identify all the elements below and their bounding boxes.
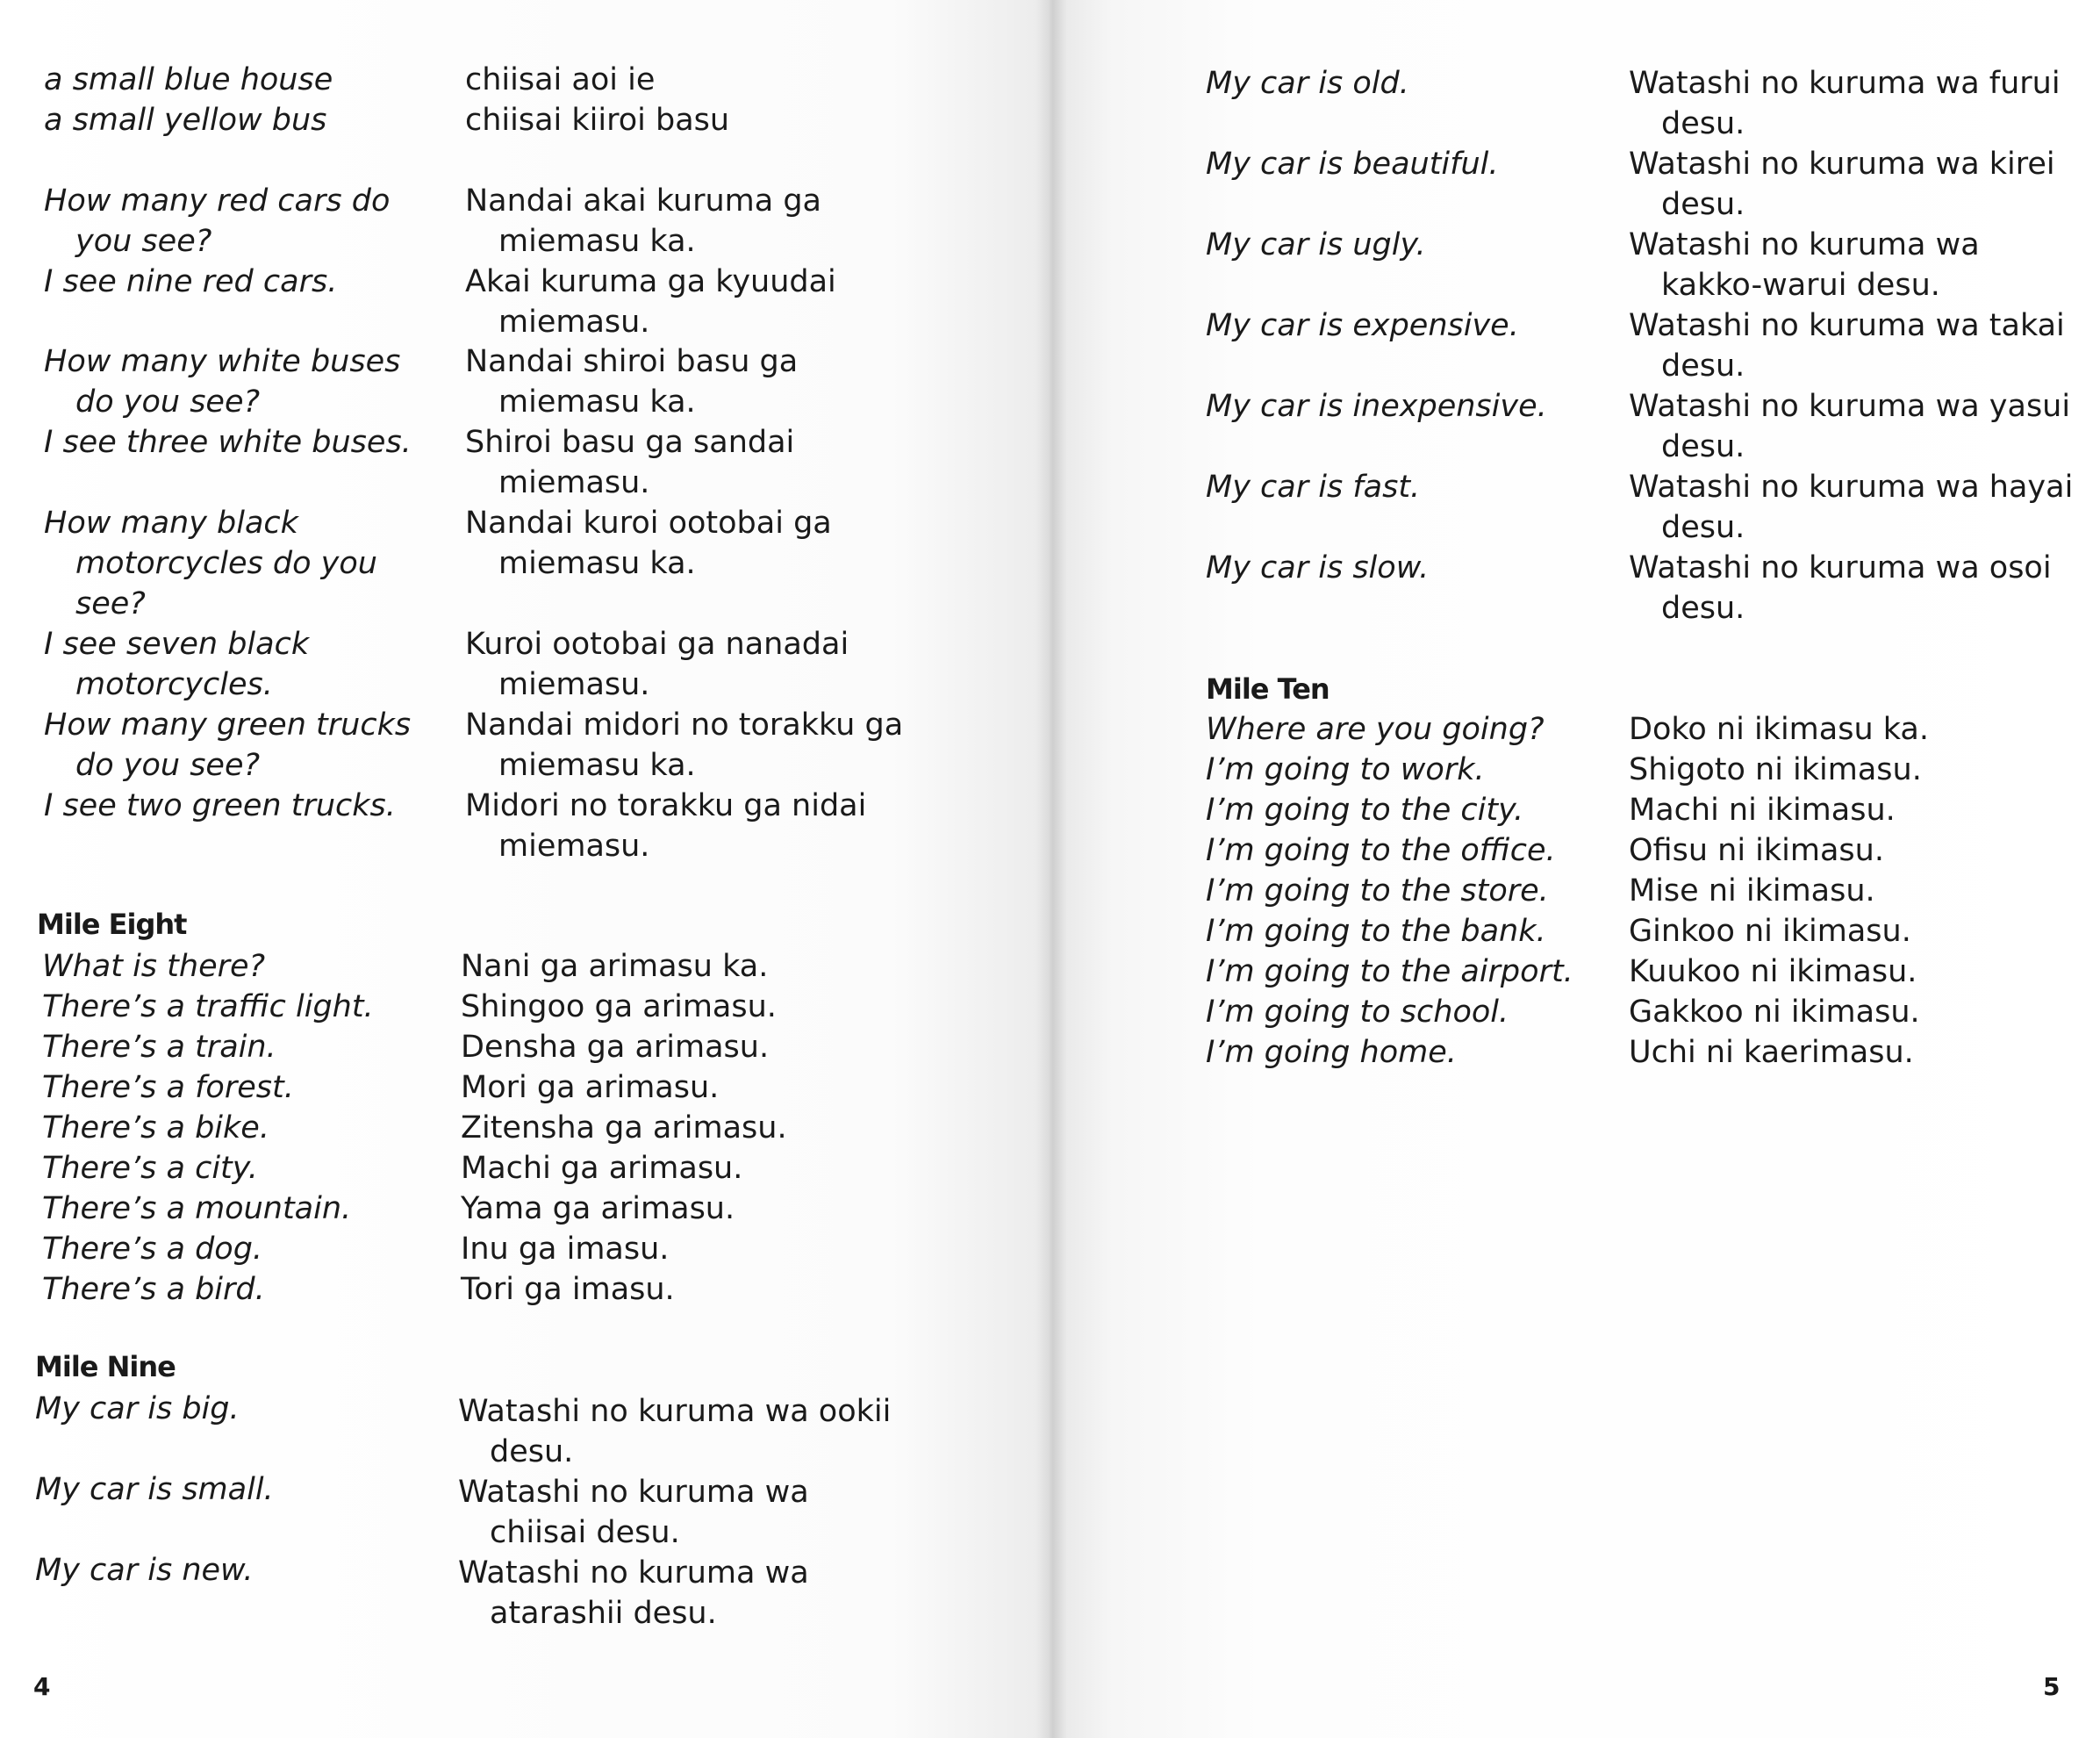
qa-ja-line: miemasu. xyxy=(498,667,650,702)
qa-ja-line: miemasu ka. xyxy=(498,748,696,783)
mile-ten-en: I’m going to school. xyxy=(1206,995,1509,1030)
adjective-ja: Watashi no kuruma wa takai xyxy=(1629,308,2065,343)
adjective-ja: desu. xyxy=(1661,591,1745,626)
mile-eight-en: What is there? xyxy=(42,949,266,984)
qa-en-line: I see seven black xyxy=(44,627,310,662)
section-heading-mile-eight: Mile Eight xyxy=(37,908,187,941)
mile-nine-ja: Watashi no kuruma wa ookii xyxy=(458,1394,892,1429)
qa-en-line: you see? xyxy=(75,224,212,259)
qa-ja-line: Akai kuruma ga kyuudai xyxy=(465,264,836,299)
adjective-ja: Watashi no kuruma wa hayai xyxy=(1629,470,2074,505)
adjective-ja: Watashi no kuruma wa furui xyxy=(1629,66,2061,101)
adjective-ja: desu. xyxy=(1661,348,1745,384)
qa-en-line: How many green trucks xyxy=(44,707,412,743)
adjective-ja: kakko-warui desu. xyxy=(1661,268,1940,303)
page-number-right: 5 xyxy=(2043,1672,2061,1701)
mile-eight-en: There’s a mountain. xyxy=(42,1191,352,1226)
qa-ja-line: Midori no torakku ga nidai xyxy=(465,788,867,823)
qa-en-line: do you see? xyxy=(75,384,261,420)
qa-en-line: How many red cars do xyxy=(44,183,391,219)
adjective-ja: Watashi no kuruma wa yasui xyxy=(1629,389,2071,424)
mile-ten-ja: Uchi ni kaerimasu. xyxy=(1629,1035,1914,1070)
mile-ten-en: I’m going to the city. xyxy=(1206,793,1524,828)
mile-eight-ja: Densha ga arimasu. xyxy=(461,1030,770,1065)
right-page xyxy=(1050,0,2100,1738)
mile-ten-en: I’m going home. xyxy=(1206,1035,1457,1070)
qa-ja-line: Nandai akai kuruma ga xyxy=(465,183,822,219)
mile-ten-ja: Ginkoo ni ikimasu. xyxy=(1629,914,1911,949)
adjective-en: My car is old. xyxy=(1206,66,1409,101)
mile-eight-ja: Zitensha ga arimasu. xyxy=(461,1110,787,1146)
qa-en-line: How many black xyxy=(44,506,298,541)
section-heading-mile-nine: Mile Nine xyxy=(35,1350,176,1383)
mile-nine-en: My car is big. xyxy=(35,1391,240,1426)
mile-nine-en: My car is new. xyxy=(35,1553,254,1588)
mile-eight-ja: Yama ga arimasu. xyxy=(461,1191,735,1226)
mile-eight-ja: Inu ga imasu. xyxy=(461,1232,670,1267)
qa-en-line: I see three white buses. xyxy=(44,425,412,460)
mile-ten-ja: Mise ni ikimasu. xyxy=(1629,873,1875,908)
mile-eight-ja: Machi ga arimasu. xyxy=(461,1151,743,1186)
qa-ja-line: Nandai midori no torakku ga xyxy=(465,707,904,743)
section-heading-mile-ten: Mile Ten xyxy=(1206,672,1330,706)
qa-en-line: motorcycles. xyxy=(75,667,273,702)
mile-ten-en: I’m going to the office. xyxy=(1206,833,1556,868)
intro-en-line: a small yellow bus xyxy=(44,103,327,138)
mile-nine-ja: desu. xyxy=(490,1434,574,1469)
mile-eight-ja: Shingoo ga arimasu. xyxy=(461,989,777,1024)
mile-ten-ja: Ofisu ni ikimasu. xyxy=(1629,833,1884,868)
intro-ja-line: chiisai kiiroi basu xyxy=(465,103,730,138)
mile-ten-ja: Shigoto ni ikimasu. xyxy=(1629,752,1922,787)
mile-ten-ja: Doko ni ikimasu ka. xyxy=(1629,712,1929,747)
mile-eight-en: There’s a bike. xyxy=(42,1110,269,1146)
mile-eight-en: There’s a forest. xyxy=(42,1070,294,1105)
mile-nine-ja: Watashi no kuruma wa xyxy=(458,1555,809,1591)
mile-nine-ja: chiisai desu. xyxy=(490,1515,680,1550)
mile-nine-ja: atarashii desu. xyxy=(490,1596,717,1631)
mile-eight-en: There’s a city. xyxy=(42,1151,258,1186)
mile-eight-en: There’s a bird. xyxy=(42,1272,265,1307)
qa-ja-line: miemasu ka. xyxy=(498,546,696,581)
adjective-en: My car is beautiful. xyxy=(1206,147,1499,182)
qa-ja-line: Shiroi basu ga sandai xyxy=(465,425,795,460)
mile-ten-en: I’m going to the airport. xyxy=(1206,954,1573,989)
qa-ja-line: miemasu. xyxy=(498,829,650,864)
qa-ja-line: miemasu ka. xyxy=(498,384,696,420)
mile-eight-ja: Mori ga arimasu. xyxy=(461,1070,720,1105)
qa-ja-line: miemasu ka. xyxy=(498,224,696,259)
qa-en-line: see? xyxy=(75,586,146,621)
adjective-ja: desu. xyxy=(1661,187,1745,222)
adjective-en: My car is expensive. xyxy=(1206,308,1519,343)
mile-eight-ja: Tori ga imasu. xyxy=(461,1272,675,1307)
mile-nine-ja: Watashi no kuruma wa xyxy=(458,1475,809,1510)
mile-ten-ja: Kuukoo ni ikimasu. xyxy=(1629,954,1917,989)
mile-ten-ja: Gakkoo ni ikimasu. xyxy=(1629,995,1920,1030)
qa-ja-line: Nandai kuroi ootobai ga xyxy=(465,506,832,541)
book-gutter-shadow xyxy=(1036,0,1067,1738)
qa-en-line: How many white buses xyxy=(44,344,401,379)
adjective-ja: desu. xyxy=(1661,429,1745,464)
mile-eight-ja: Nani ga arimasu ka. xyxy=(461,949,769,984)
mile-ten-en: I’m going to the bank. xyxy=(1206,914,1546,949)
adjective-ja: Watashi no kuruma wa osoi xyxy=(1629,550,2052,585)
mile-ten-en: I’m going to the store. xyxy=(1206,873,1549,908)
qa-ja-line: Kuroi ootobai ga nanadai xyxy=(465,627,849,662)
mile-eight-en: There’s a dog. xyxy=(42,1232,263,1267)
adjective-ja: Watashi no kuruma wa xyxy=(1629,227,1980,262)
qa-ja-line: miemasu. xyxy=(498,305,650,340)
qa-en-line: I see two green trucks. xyxy=(44,788,396,823)
adjective-ja: Watashi no kuruma wa kirei xyxy=(1629,147,2055,182)
mile-ten-en: I’m going to work. xyxy=(1206,752,1485,787)
mile-nine-en: My car is small. xyxy=(35,1472,274,1507)
mile-eight-en: There’s a train. xyxy=(42,1030,276,1065)
page-number-left: 4 xyxy=(33,1672,51,1701)
mile-ten-en: Where are you going? xyxy=(1206,712,1545,747)
adjective-en: My car is fast. xyxy=(1206,470,1421,505)
mile-ten-ja: Machi ni ikimasu. xyxy=(1629,793,1896,828)
adjective-en: My car is ugly. xyxy=(1206,227,1426,262)
qa-ja-line: miemasu. xyxy=(498,465,650,500)
qa-en-line: motorcycles do you xyxy=(75,546,377,581)
intro-en-line: a small blue house xyxy=(44,62,333,97)
qa-en-line: do you see? xyxy=(75,748,261,783)
adjective-ja: desu. xyxy=(1661,106,1745,141)
adjective-en: My car is slow. xyxy=(1206,550,1430,585)
qa-ja-line: Nandai shiroi basu ga xyxy=(465,344,799,379)
qa-en-line: I see nine red cars. xyxy=(44,264,338,299)
adjective-ja: desu. xyxy=(1661,510,1745,545)
adjective-en: My car is inexpensive. xyxy=(1206,389,1547,424)
intro-ja-line: chiisai aoi ie xyxy=(465,62,656,97)
mile-eight-en: There’s a traffic light. xyxy=(42,989,374,1024)
